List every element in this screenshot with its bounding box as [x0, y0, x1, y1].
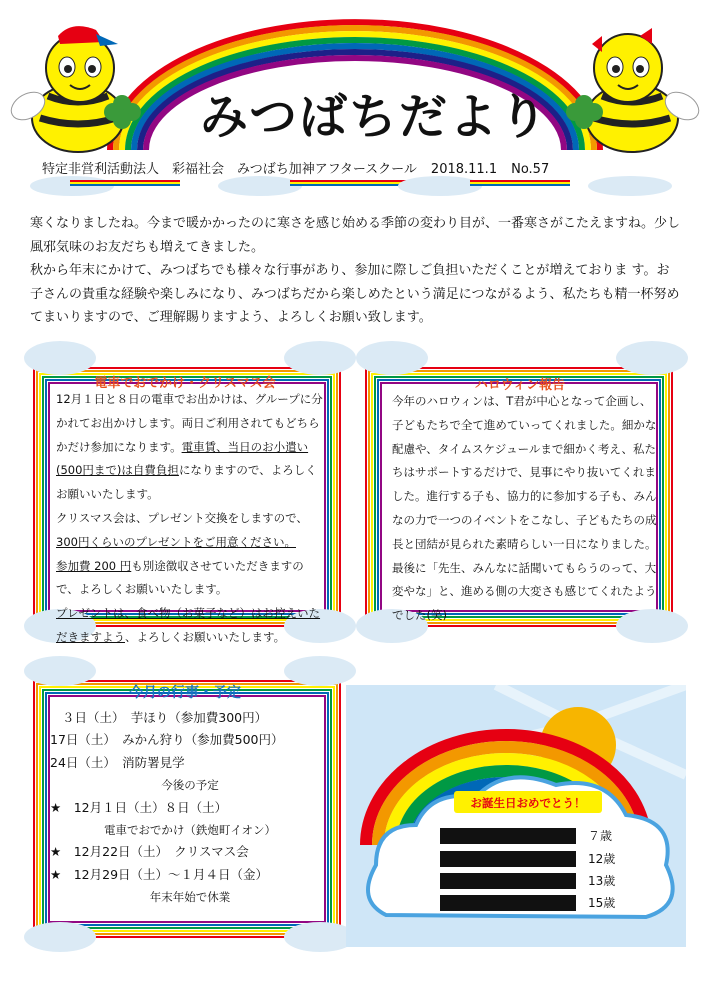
- intro-text: [30, 212, 682, 330]
- halloween-body: 今年のハロウィンは、T君が中心となって企画し、子どもたちで全て進めていってくれました。細かな配慮や、タイムスケジュールまで細かく考え、私たちはサポートするだけで、見事にやり抜いてくれました。進行する子も、協力的に参加する子も、みんなの力で一つのイベントをこなし、子どもたちの成長と団結が見られた素晴らしい一日になりました。最後に「先生、みんなに話聞いてもらうのって、大変やな」と、進める側の大変さも感じてくれたようでした(笑): [392, 394, 657, 623]
- redacted-name-bar: [440, 873, 576, 889]
- christmas-line-4: 、よろしくお願いいたします。: [125, 629, 286, 644]
- birthday-age: 15歳: [588, 896, 616, 910]
- schedule-event-3: 24日（土） 消防署見学: [50, 754, 185, 770]
- christmas-line-3: も別途徴収させていただきますので、よろしくお願いいたします。: [56, 558, 304, 597]
- future-event-3: ★ 12月29日（土）～１月４日（金）: [50, 866, 269, 882]
- future-event-3-detail: 年末年始で休業: [149, 890, 231, 905]
- christmas-line-1: 12月１日と８日の電車でお出かけは、グループに分かれてお出かけします。両日ご利用されてもどちらかだけ参加になります。: [56, 392, 323, 454]
- future-label: 今後の予定: [161, 778, 219, 793]
- christmas-fee-note: 電車賃、当日のお小遣い(500円まで)は自費負担: [56, 439, 309, 478]
- schedule-event-1: ３日（土） 芋ほり（参加費300円）: [62, 710, 268, 725]
- halloween-title: ハロウィン報告: [474, 378, 566, 393]
- future-event-1-detail: 電車でおでかけ（鉄炮町イオン）: [103, 823, 277, 838]
- christmas-title: 電車でおでかけ・クリスマス会: [94, 376, 276, 391]
- birthday-row-3: [440, 873, 640, 889]
- future-event-2: ★ 12月22日（土） クリスマス会: [50, 844, 249, 860]
- birthday-age: ７歳: [588, 829, 613, 843]
- birthday-row-1: [440, 828, 640, 844]
- christmas-food-note: プレゼントは、食べ物（お菓子など）はお控えいただきますよう: [56, 606, 321, 644]
- redacted-name-bar: [440, 828, 576, 844]
- intro-paragraph-2: 秋から年末にかけて、みつばちでも様々な行事があり、参加に際しご負担いただくことが増えておりま す。お子さんの貴重な経験や楽しみになり、みつばちだから楽しめたという満足につながるよう、私たちも精一杯努めてまいりますので、ご理解賜りますよう、よろしくお願い致します。: [30, 263, 680, 325]
- schedule-event-2: 17日（土） みかん狩り（参加費500円）: [50, 732, 284, 748]
- schedule-title: 今月の行事・予定: [129, 685, 241, 701]
- header-cloud-dividers: [30, 176, 672, 196]
- birthday-row-2: [440, 851, 640, 867]
- future-event-1: ★ 12月１日（土）８日（土）: [50, 799, 228, 815]
- issue-number: No.57: [511, 162, 550, 177]
- birthday-row-4: [440, 895, 640, 911]
- intro-paragraph-1: 寒くなりましたね。今まで暖かかったのに寒さを感じ始める季節の変わり目が、一番寒さがこたえますね。少し風邪気味のお友だちも増えてきました。: [30, 216, 681, 255]
- christmas-fee: 参加費 200 円: [56, 558, 132, 573]
- christmas-line-1-end: になりますので、よろしくお願いいたします。: [56, 463, 317, 502]
- christmas-body: [56, 388, 326, 650]
- schedule-list: [50, 707, 330, 909]
- issue-date: 2018.11.1: [430, 162, 498, 177]
- publisher-line: [42, 158, 563, 177]
- christmas-line-2: クリスマス会は、プレゼント交換をしますので、: [56, 510, 308, 525]
- christmas-present-note: 300円くらいのプレゼントをご用意ください。: [56, 534, 296, 549]
- birthday-age: 13歳: [588, 874, 616, 888]
- birthday-title: お誕生日おめでとう！: [470, 796, 586, 810]
- redacted-name-bar: [440, 895, 576, 911]
- redacted-name-bar: [440, 851, 576, 867]
- publisher-name: 特定非営利活動法人 彩福社会 みつばち加神アフタースクール: [42, 162, 417, 177]
- newsletter-title: みつばちだより: [200, 89, 550, 145]
- birthday-age: 12歳: [588, 852, 616, 866]
